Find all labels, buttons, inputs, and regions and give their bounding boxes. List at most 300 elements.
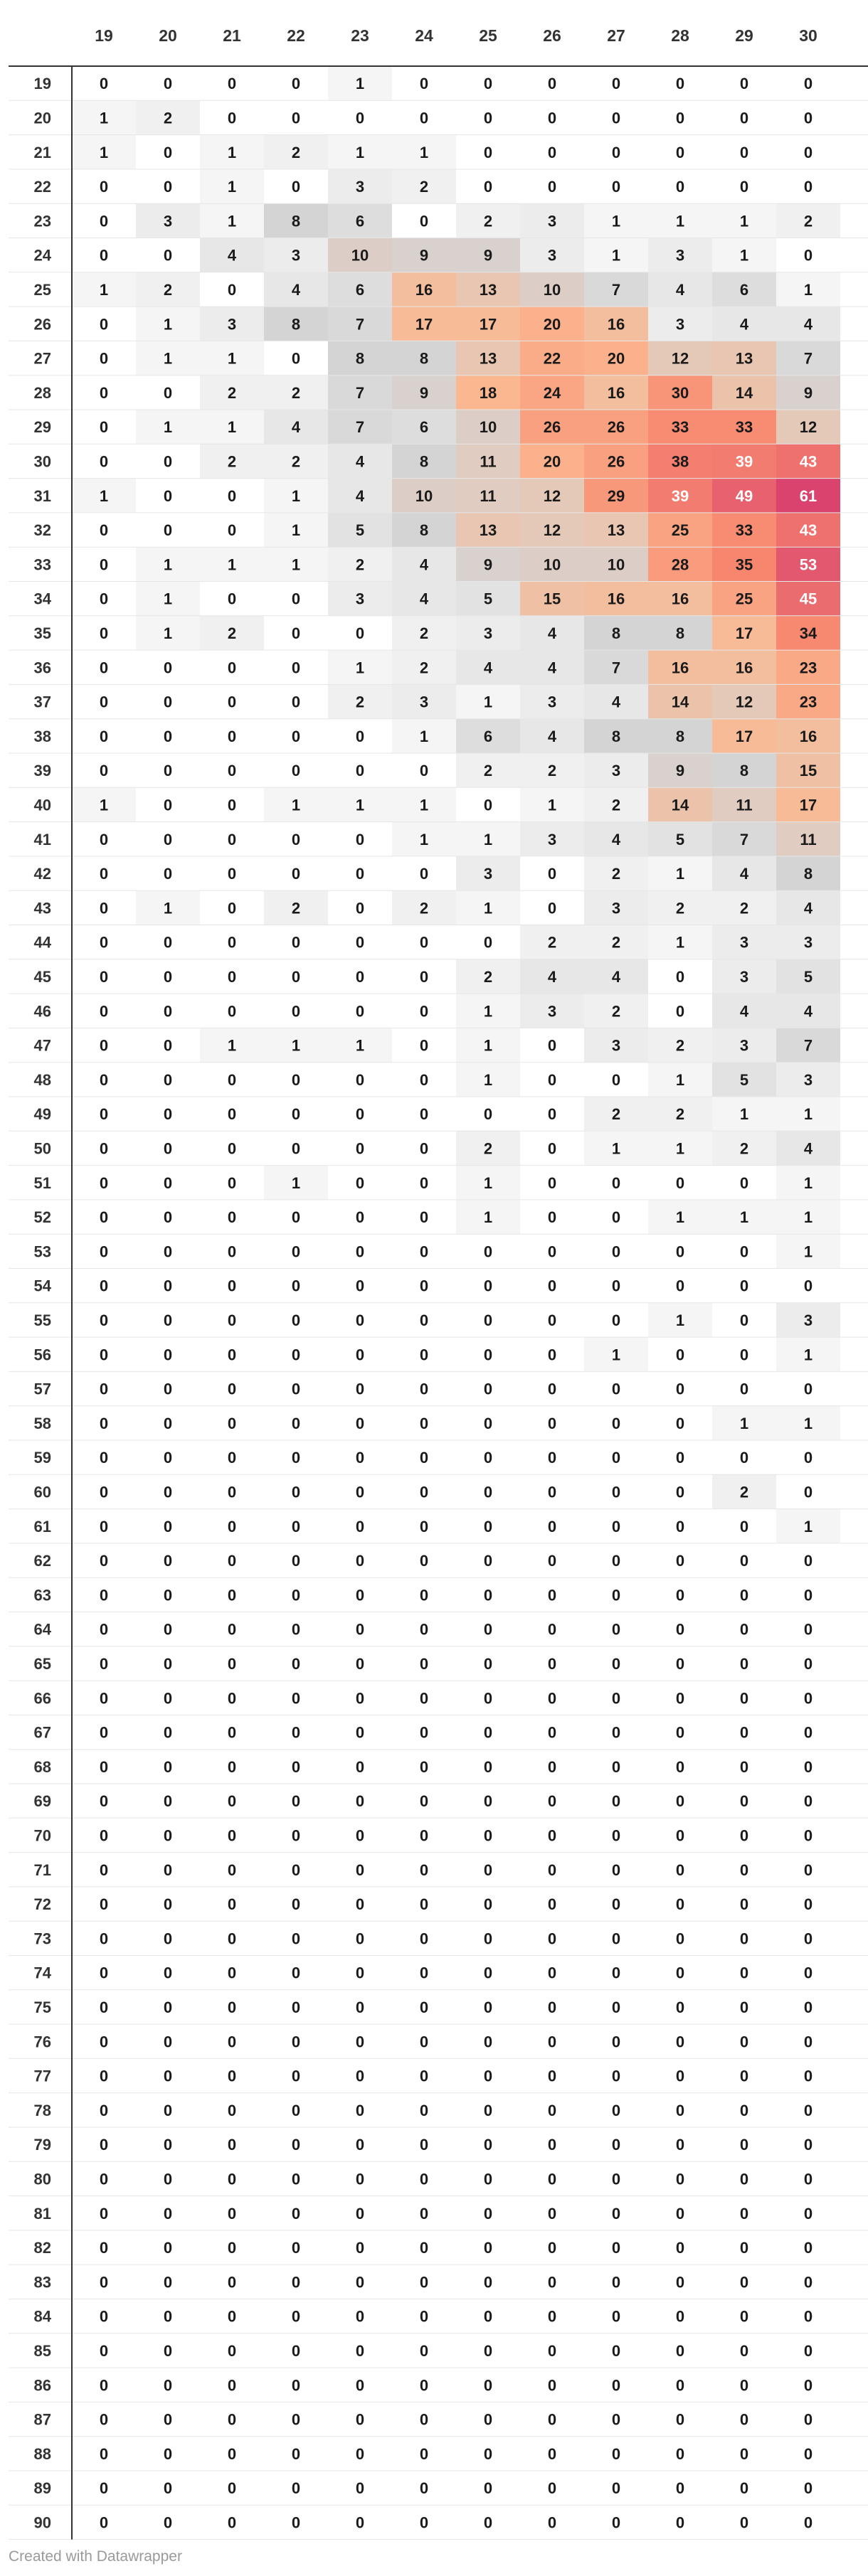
cell-value-label: 1 xyxy=(355,1036,365,1055)
row-label: 87 xyxy=(33,2410,51,2429)
cell-value-label: 0 xyxy=(291,933,301,952)
cell-value-label: 0 xyxy=(739,1723,749,1742)
cell-value-label: 0 xyxy=(355,1517,365,1536)
row-label: 76 xyxy=(33,2033,51,2051)
row-label: 72 xyxy=(33,1895,51,1914)
cell-value-label: 1 xyxy=(675,1311,685,1329)
cell-value-label: 0 xyxy=(355,1414,365,1432)
cell-value-label: 0 xyxy=(483,1723,493,1742)
cell-value-label: 0 xyxy=(611,1620,621,1639)
cell-value-label: 3 xyxy=(611,762,621,780)
cell-value-label: 0 xyxy=(291,1964,301,1982)
cell-value-label: 0 xyxy=(611,1277,621,1295)
cell-value-label: 1 xyxy=(163,899,173,917)
cell-value-label: 0 xyxy=(163,2341,173,2360)
cell-value-label: 0 xyxy=(419,1002,429,1021)
cell-value-label: 0 xyxy=(675,1861,685,1879)
cell-value-label: 0 xyxy=(803,109,813,127)
cell-value-label: 0 xyxy=(483,1826,493,1845)
cell-value-label: 0 xyxy=(547,1552,557,1570)
cell-value-label: 0 xyxy=(355,865,365,883)
cell-value-label: 0 xyxy=(483,2239,493,2257)
row-label: 81 xyxy=(33,2204,51,2223)
cell-value-label: 0 xyxy=(99,830,109,848)
cell-value-label: 0 xyxy=(419,933,429,952)
cell-value-label: 0 xyxy=(547,2067,557,2085)
cell-value-label: 1 xyxy=(611,1346,621,1364)
cell-value-label: 5 xyxy=(803,967,813,986)
cell-value-label: 26 xyxy=(607,452,625,471)
row-label: 75 xyxy=(33,1998,51,2016)
cell-value-label: 0 xyxy=(99,1208,109,1227)
cell-value-label: 0 xyxy=(227,2170,237,2188)
row-label: 90 xyxy=(33,2513,51,2532)
cell-value-label: 14 xyxy=(671,693,689,711)
cell-value-label: 3 xyxy=(483,624,493,642)
cell-value-label: 0 xyxy=(611,143,621,161)
cell-value-label: 0 xyxy=(483,2067,493,2085)
cell-value-label: 1 xyxy=(803,1173,813,1192)
cell-value-label: 0 xyxy=(99,693,109,711)
cell-value-label: 1 xyxy=(675,1139,685,1158)
cell-value-label: 0 xyxy=(291,2444,301,2463)
row-label: 74 xyxy=(33,1964,51,1982)
cell-value-label: 0 xyxy=(163,865,173,883)
cell-value-label: 0 xyxy=(291,1105,301,1124)
cell-value-label: 0 xyxy=(483,1483,493,1501)
cell-value-label: 0 xyxy=(99,2170,109,2188)
row-label: 31 xyxy=(33,486,51,505)
cell-value-label: 0 xyxy=(483,2341,493,2360)
cell-value-label: 0 xyxy=(611,1311,621,1329)
cell-value-label: 0 xyxy=(355,1105,365,1124)
cell-value-label: 0 xyxy=(163,178,173,196)
cell-value-label: 0 xyxy=(99,1173,109,1192)
cell-value-label: 0 xyxy=(291,727,301,745)
cell-value-label: 0 xyxy=(611,2444,621,2463)
cell-value-label: 0 xyxy=(355,1895,365,1914)
cell-value-label: 0 xyxy=(611,1070,621,1089)
cell-value-label: 0 xyxy=(611,2479,621,2498)
cell-value-label: 0 xyxy=(227,1414,237,1432)
cell-value-label: 0 xyxy=(227,1826,237,1845)
cell-value-label: 0 xyxy=(547,1792,557,1811)
cell-value-label: 0 xyxy=(227,2444,237,2463)
cell-value-label: 0 xyxy=(547,1620,557,1639)
cell-value-label: 12 xyxy=(543,521,561,540)
cell-value-label: 0 xyxy=(611,1654,621,1673)
row-label: 42 xyxy=(33,865,51,883)
cell-value-label: 0 xyxy=(547,899,557,917)
cell-value-label: 0 xyxy=(291,1586,301,1604)
cell-value-label: 0 xyxy=(739,2341,749,2360)
cell-value-label: 0 xyxy=(227,1757,237,1776)
cell-value-label: 0 xyxy=(99,1277,109,1295)
cell-value-label: 34 xyxy=(799,624,817,642)
cell-value-label: 0 xyxy=(611,1552,621,1570)
cell-value-label: 9 xyxy=(675,762,685,780)
cell-value-label: 13 xyxy=(607,521,625,540)
cell-value-label: 0 xyxy=(227,1723,237,1742)
cell-value-label: 3 xyxy=(355,178,365,196)
cell-value-label: 0 xyxy=(611,2273,621,2292)
cell-value-label: 0 xyxy=(163,1311,173,1329)
cell-value-label: 10 xyxy=(479,418,497,437)
cell-value-label: 3 xyxy=(803,1311,813,1329)
cell-value-label: 0 xyxy=(99,1792,109,1811)
cell-value-label: 0 xyxy=(739,1586,749,1604)
cell-value-label: 0 xyxy=(355,933,365,952)
cell-value-label: 2 xyxy=(227,624,237,642)
cell-value-label: 0 xyxy=(163,1414,173,1432)
cell-value-label: 0 xyxy=(419,1277,429,1295)
cell-value-label: 0 xyxy=(547,1277,557,1295)
cell-value-label: 1 xyxy=(227,418,237,437)
cell-value-label: 0 xyxy=(675,1346,685,1364)
row-label: 47 xyxy=(33,1036,51,1055)
cell-value-label: 0 xyxy=(483,1517,493,1536)
cell-value-label: 0 xyxy=(419,1964,429,1982)
row-label: 83 xyxy=(33,2273,51,2292)
cell-value-label: 0 xyxy=(291,1242,301,1261)
cell-value-label: 0 xyxy=(547,2410,557,2429)
cell-value-label: 13 xyxy=(479,349,497,368)
cell-value-label: 4 xyxy=(291,418,301,437)
cell-value-label: 0 xyxy=(99,1517,109,1536)
cell-value-label: 0 xyxy=(675,1277,685,1295)
cell-value-label: 0 xyxy=(739,1930,749,1948)
cell-value-label: 0 xyxy=(99,246,109,265)
cell-value-label: 2 xyxy=(291,899,301,917)
cell-value-label: 0 xyxy=(547,1757,557,1776)
cell-value-label: 43 xyxy=(799,452,817,471)
cell-value-label: 0 xyxy=(355,1346,365,1364)
cell-value-label: 0 xyxy=(355,2273,365,2292)
row-label: 22 xyxy=(33,178,51,196)
cell-value-label: 0 xyxy=(99,2513,109,2532)
cell-value-label: 0 xyxy=(419,109,429,127)
cell-value-label: 0 xyxy=(227,762,237,780)
cell-value-label: 0 xyxy=(355,1586,365,1604)
cell-value-label: 0 xyxy=(547,1689,557,1708)
cell-value-label: 11 xyxy=(736,796,753,814)
cell-value-label: 2 xyxy=(611,796,621,814)
cell-value-label: 0 xyxy=(611,1792,621,1811)
cell-value-label: 0 xyxy=(803,1552,813,1570)
cell-value-label: 0 xyxy=(547,1346,557,1364)
cell-value-label: 1 xyxy=(163,315,173,334)
cell-value-label: 4 xyxy=(355,452,365,471)
cell-value-label: 2 xyxy=(483,762,493,780)
cell-value-label: 23 xyxy=(799,659,817,677)
cell-value-label: 0 xyxy=(163,2410,173,2429)
cell-value-label: 0 xyxy=(227,933,237,952)
cell-value-label: 0 xyxy=(355,2170,365,2188)
cell-value-label: 0 xyxy=(675,1173,685,1192)
cell-value-label: 0 xyxy=(291,109,301,127)
row-label: 28 xyxy=(33,383,51,402)
cell-value-label: 1 xyxy=(227,349,237,368)
cell-value-label: 0 xyxy=(483,1242,493,1261)
cell-value-label: 0 xyxy=(739,2033,749,2051)
cell-value-label: 0 xyxy=(227,693,237,711)
cell-value-label: 0 xyxy=(227,1895,237,1914)
cell-value-label: 0 xyxy=(291,1620,301,1639)
column-header: 20 xyxy=(159,26,177,45)
cell-value-label: 0 xyxy=(163,2033,173,2051)
row-label: 71 xyxy=(33,1861,51,1879)
cell-value-label: 0 xyxy=(611,109,621,127)
cell-value-label: 8 xyxy=(419,452,429,471)
cell-value-label: 0 xyxy=(547,2273,557,2292)
cell-value-label: 3 xyxy=(163,212,173,230)
cell-value-label: 3 xyxy=(547,830,557,848)
cell-value-label: 0 xyxy=(419,1139,429,1158)
cell-value-label: 0 xyxy=(739,1998,749,2016)
cell-value-label: 33 xyxy=(735,418,753,437)
cell-value-label: 0 xyxy=(99,1586,109,1604)
cell-value-label: 0 xyxy=(483,1861,493,1879)
cell-value-label: 0 xyxy=(547,143,557,161)
cell-value-label: 35 xyxy=(735,555,753,574)
cell-value-label: 4 xyxy=(547,967,557,986)
cell-value-label: 0 xyxy=(227,486,237,505)
cell-value-label: 0 xyxy=(739,1861,749,1879)
cell-value-label: 1 xyxy=(419,796,429,814)
cell-value-label: 0 xyxy=(163,1930,173,1948)
cell-value-label: 0 xyxy=(99,1311,109,1329)
cell-value-label: 0 xyxy=(227,1105,237,1124)
cell-value-label: 24 xyxy=(543,383,561,402)
cell-value-label: 0 xyxy=(291,2513,301,2532)
cell-value-label: 0 xyxy=(99,315,109,334)
cell-value-label: 0 xyxy=(99,2410,109,2429)
cell-value-label: 0 xyxy=(611,2239,621,2257)
cell-value-label: 0 xyxy=(99,1483,109,1501)
cell-value-label: 9 xyxy=(483,246,493,265)
cell-value-label: 1 xyxy=(291,796,301,814)
cell-value-label: 0 xyxy=(99,2307,109,2326)
cell-value-label: 0 xyxy=(163,486,173,505)
cell-value-label: 0 xyxy=(675,1654,685,1673)
cell-value-label: 0 xyxy=(99,555,109,574)
cell-value-label: 2 xyxy=(483,967,493,986)
cell-value-label: 11 xyxy=(480,452,497,471)
cell-value-label: 2 xyxy=(291,452,301,471)
cell-value-label: 0 xyxy=(611,1517,621,1536)
cell-value-label: 12 xyxy=(799,418,817,437)
cell-value-label: 0 xyxy=(739,1552,749,1570)
cell-value-label: 0 xyxy=(227,2239,237,2257)
cell-value-label: 0 xyxy=(355,1277,365,1295)
cell-value-label: 17 xyxy=(735,624,753,642)
cell-value-label: 0 xyxy=(675,1723,685,1742)
row-label: 23 xyxy=(33,212,51,230)
cell-value-label: 0 xyxy=(547,1414,557,1432)
cell-value-label: 43 xyxy=(799,521,817,540)
cell-value-label: 0 xyxy=(483,1105,493,1124)
cell-value-label: 0 xyxy=(739,1792,749,1811)
cell-value-label: 8 xyxy=(291,212,301,230)
cell-value-label: 1 xyxy=(483,693,493,711)
cell-value-label: 0 xyxy=(611,75,621,93)
cell-value-label: 0 xyxy=(675,967,685,986)
cell-value-label: 0 xyxy=(419,1930,429,1948)
cell-value-label: 0 xyxy=(803,246,813,265)
cell-value-label: 0 xyxy=(483,1277,493,1295)
cell-value-label: 0 xyxy=(739,2170,749,2188)
row-label: 50 xyxy=(33,1139,51,1158)
cell-value-label: 0 xyxy=(547,2513,557,2532)
cell-value-label: 0 xyxy=(611,2307,621,2326)
cell-value-label: 0 xyxy=(611,1380,621,1398)
cell-value-label: 61 xyxy=(799,486,817,505)
cell-value-label: 0 xyxy=(803,1964,813,1982)
cell-value-label: 0 xyxy=(99,1380,109,1398)
cell-value-label: 0 xyxy=(163,2239,173,2257)
row-label: 25 xyxy=(33,280,51,299)
cell-value-label: 0 xyxy=(739,1277,749,1295)
cell-value-label: 0 xyxy=(99,659,109,677)
cell-value-label: 0 xyxy=(227,967,237,986)
cell-value-label: 1 xyxy=(99,109,109,127)
cell-value-label: 1 xyxy=(675,933,685,952)
row-label: 46 xyxy=(33,1002,51,1021)
cell-value-label: 0 xyxy=(547,2204,557,2223)
row-label: 21 xyxy=(33,143,51,161)
cell-value-label: 0 xyxy=(227,1620,237,1639)
cell-value-label: 0 xyxy=(291,1998,301,2016)
cell-value-label: 2 xyxy=(291,143,301,161)
cell-value-label: 0 xyxy=(99,2444,109,2463)
cell-value-label: 0 xyxy=(675,1792,685,1811)
cell-value-label: 20 xyxy=(543,452,561,471)
cell-value-label: 0 xyxy=(355,1483,365,1501)
cell-value-label: 0 xyxy=(291,2239,301,2257)
cell-value-label: 0 xyxy=(547,1036,557,1055)
cell-value-label: 0 xyxy=(483,2376,493,2395)
cell-value-label: 0 xyxy=(419,1242,429,1261)
cell-value-label: 0 xyxy=(291,2136,301,2154)
cell-value-label: 0 xyxy=(227,1277,237,1295)
cell-value-label: 1 xyxy=(163,555,173,574)
cell-value-label: 17 xyxy=(415,315,433,334)
cell-value-label: 0 xyxy=(291,2033,301,2051)
cell-value-label: 0 xyxy=(163,1036,173,1055)
cell-value-label: 0 xyxy=(163,2273,173,2292)
cell-value-label: 10 xyxy=(351,246,369,265)
cell-value-label: 0 xyxy=(291,2479,301,2498)
cell-value-label: 0 xyxy=(611,1964,621,1982)
cell-value-label: 0 xyxy=(547,1861,557,1879)
cell-value-label: 0 xyxy=(739,109,749,127)
cell-value-label: 8 xyxy=(803,865,813,883)
cell-value-label: 0 xyxy=(483,1964,493,1982)
cell-value-label: 0 xyxy=(547,1105,557,1124)
cell-value-label: 9 xyxy=(419,246,429,265)
cell-value-label: 4 xyxy=(803,315,813,334)
cell-value-label: 0 xyxy=(291,1070,301,1089)
cell-value-label: 0 xyxy=(547,865,557,883)
cell-value-label: 0 xyxy=(163,762,173,780)
cell-value-label: 0 xyxy=(419,762,429,780)
cell-value-label: 15 xyxy=(543,590,561,608)
cell-value-label: 0 xyxy=(675,1826,685,1845)
cell-value-label: 0 xyxy=(355,762,365,780)
cell-value-label: 0 xyxy=(483,1998,493,2016)
cell-value-label: 2 xyxy=(611,865,621,883)
cell-value-label: 0 xyxy=(227,280,237,299)
cell-value-label: 0 xyxy=(739,1517,749,1536)
cell-value-label: 0 xyxy=(739,1757,749,1776)
cell-value-label: 20 xyxy=(543,315,561,334)
cell-value-label: 0 xyxy=(483,2136,493,2154)
cell-value-label: 1 xyxy=(163,418,173,437)
cell-value-label: 4 xyxy=(547,727,557,745)
row-label: 48 xyxy=(33,1070,51,1089)
cell-value-label: 0 xyxy=(739,1311,749,1329)
cell-value-label: 0 xyxy=(611,1242,621,1261)
cell-value-label: 0 xyxy=(99,1414,109,1432)
cell-value-label: 0 xyxy=(227,1552,237,1570)
cell-value-label: 0 xyxy=(675,1620,685,1639)
cell-value-label: 0 xyxy=(355,2239,365,2257)
cell-value-label: 0 xyxy=(291,1277,301,1295)
cell-value-label: 0 xyxy=(291,1346,301,1364)
cell-value-label: 4 xyxy=(227,246,237,265)
cell-value-label: 9 xyxy=(419,383,429,402)
cell-value-label: 0 xyxy=(611,1586,621,1604)
cell-value-label: 0 xyxy=(99,1242,109,1261)
cell-value-label: 0 xyxy=(355,1998,365,2016)
cell-value-label: 1 xyxy=(803,1517,813,1536)
cell-value-label: 0 xyxy=(483,1346,493,1364)
cell-value-label: 4 xyxy=(803,1002,813,1021)
cell-value-label: 0 xyxy=(611,2136,621,2154)
row-label: 58 xyxy=(33,1414,51,1432)
cell-value-label: 2 xyxy=(547,762,557,780)
cell-value-label: 0 xyxy=(675,1380,685,1398)
cell-value-label: 0 xyxy=(483,2513,493,2532)
cell-value-label: 0 xyxy=(611,2513,621,2532)
cell-value-label: 1 xyxy=(803,1346,813,1364)
column-header: 30 xyxy=(799,26,817,45)
cell-value-label: 0 xyxy=(547,1070,557,1089)
row-label: 85 xyxy=(33,2341,51,2360)
cell-value-label: 3 xyxy=(739,1036,749,1055)
cell-value-label: 0 xyxy=(227,109,237,127)
cell-value-label: 0 xyxy=(739,2204,749,2223)
row-label: 34 xyxy=(33,590,51,608)
cell-value-label: 0 xyxy=(163,693,173,711)
cell-value-label: 0 xyxy=(355,727,365,745)
cell-value-label: 0 xyxy=(675,2273,685,2292)
cell-value-label: 1 xyxy=(739,212,749,230)
cell-value-label: 0 xyxy=(163,1998,173,2016)
row-label: 67 xyxy=(33,1723,51,1742)
cell-value-label: 1 xyxy=(163,624,173,642)
cell-value-label: 0 xyxy=(739,143,749,161)
cell-value-label: 0 xyxy=(547,109,557,127)
cell-value-label: 4 xyxy=(611,693,621,711)
cell-value-label: 0 xyxy=(675,2204,685,2223)
cell-value-label: 0 xyxy=(547,2033,557,2051)
cell-value-label: 0 xyxy=(227,2410,237,2429)
cell-value-label: 0 xyxy=(419,1173,429,1192)
cell-value-label: 0 xyxy=(355,1449,365,1467)
cell-value-label: 0 xyxy=(291,2273,301,2292)
cell-value-label: 0 xyxy=(739,2307,749,2326)
